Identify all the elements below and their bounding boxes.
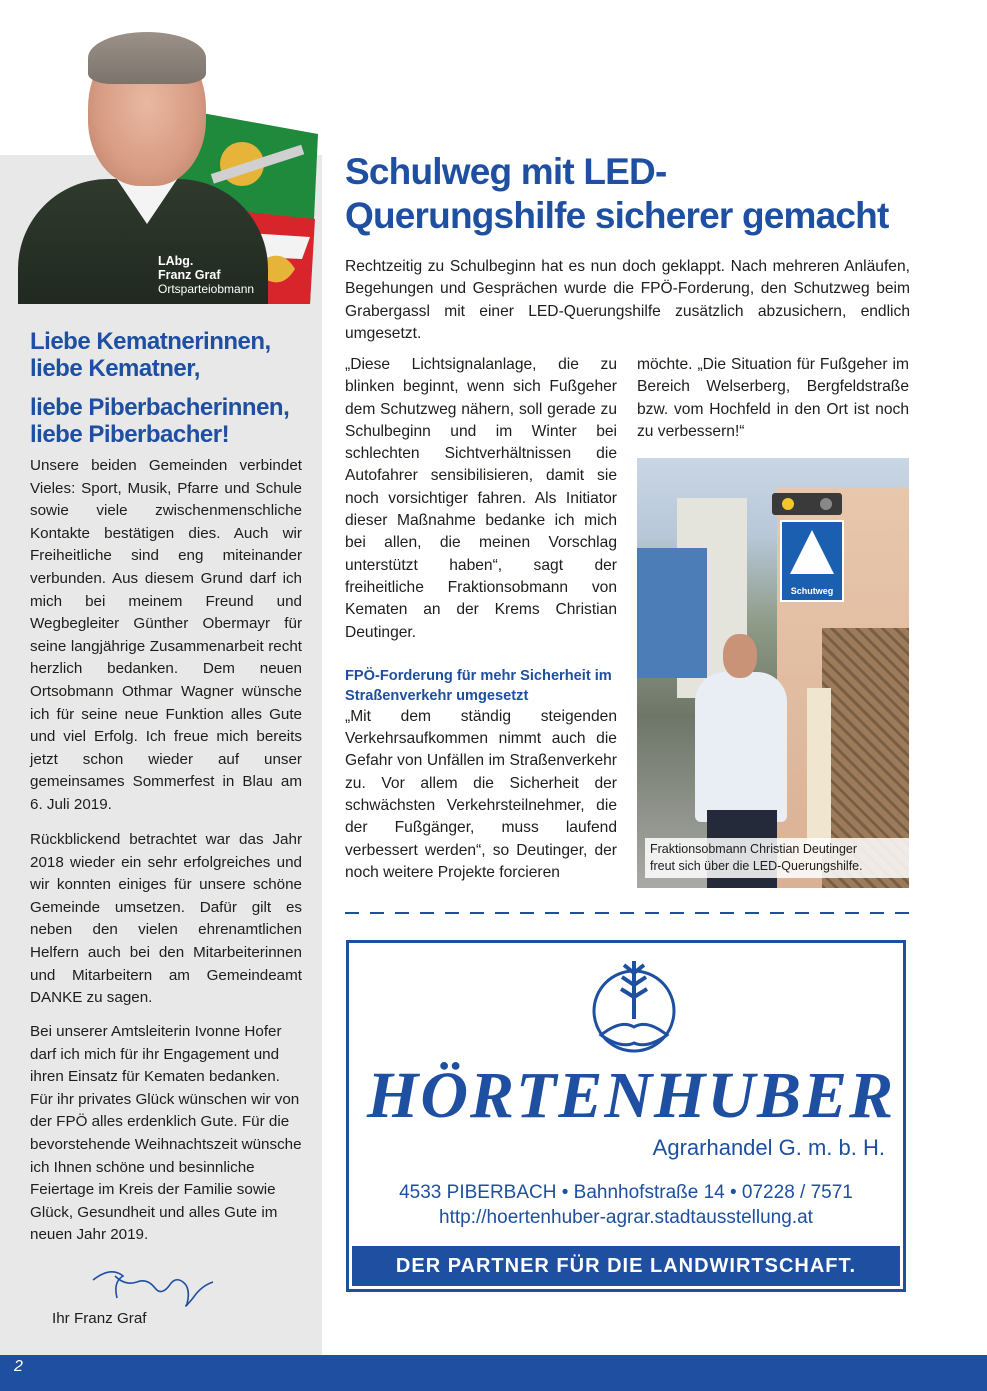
sign-off: Ihr Franz Graf [52,1310,147,1327]
greeting-line-1: Liebe Kematnerinnen, [30,328,271,355]
greeting-line-4: liebe Piberbacher! [30,421,230,448]
photo-caption [645,838,910,878]
sidebar-paragraph-1: Unsere beiden Gemeinden verbindet Vieles: Sport, Musik, Pfarre und Schule sowie viele zwischenmenschliche Kontakte bestätigen dies. Auch wir Freiheitliche sind eng miteinander verbunden. Aus diesem Grund darf ich mich bei meinem Freund und Wegbegleiter Günther Obermayr für seine langjährige Zusammenarbeit recht herzlich bedanken. Dem neuen Ortsobmann Othmar Wagner wünsche ich für seine neue Funktion alles Gute und viel Erfolg. Ich freue mich bereits jetzt schon wieder auf unser gemeinsames Sommerfest in Blau am 6. Juli 2019. [30,457,302,813]
greeting-line-2: liebe Kematner, [30,355,200,382]
advertisement [346,940,906,1292]
sidebar-paragraph-3: Bei unserer Amtsleiterin Ivonne Hofer darf ich mich für ihr Engagement und ihren Einsatz für Kematen bedanken. Für ihr privates Glück wünschen wir von der FPÖ alles erdenklich Gute. Für die bevorstehende Weihnachtszeit wünsche ich Ihnen schöne und besinnliche Feiertage im Kreis der Familie sowie Glück, Gesundheit und alles Gute im neuen Jahr 2019. [30,1023,302,1244]
article-paragraph-2: „Mit dem ständig steigenden Verkehrsaufkommen nimmt auch die Gefahr von Unfällen im Straßenverkehr zu. Vor allem die Sicherheit der schwächsten Verkehrsteilnehmer, die der Fußgänger, muss laufend verbessert werden“, so Deutinger, der noch weitere Projekte forcieren [345,707,617,881]
wheat-handshake-logo-icon [591,953,677,1057]
dashed-divider [345,912,910,914]
greeting-heading-2 [30,394,289,448]
company-subtitle: Agrarhandel G. m. b. H. [652,1135,885,1160]
greeting-line-3: liebe Piberbacherinnen, [30,394,290,421]
footer-bar [0,1355,987,1391]
warning-triangle-icon [790,530,834,574]
company-url: http://hoertenhuber-agrar.stadtausstellung.at [439,1207,813,1228]
greeting-heading-1 [30,328,271,382]
person-role: Ortsparteiobmann [158,282,255,296]
company-name: HÖRTENHUBER [367,1059,896,1132]
article-column-2: möchte. „Die Situation für Fußgeher im Bereich Welserberg, Bergfeldstraße bzw. vom Hochfeld in den Ort ist noch zu verbessern!“ [637,356,909,440]
person-name: Franz Graf [158,268,221,282]
article-paragraph-1: „Diese Lichtsignalanlage, die zu blinken beginnt, wenn sich Fußgeher dem Schutzweg nähern, soll gerade zu Schulbeginn und im Winter bei schlechten Sichtverhältnissen die Autofahrer sensibilisieren, damit sie noch vorsichtiger fahren. Als Initiator dieser Maßnahme bedanke ich mich bei allen, die meinen Vorschlag unterstützt haben“, sagt der freiheitliche Fraktionsobmann von Kematen an der Krems Christian Deutinger. [345,356,617,641]
sandwich-board [807,688,831,848]
article-headline [345,150,945,238]
headline-line-2: Querungshilfe sicherer gemacht [345,195,889,236]
article-photo [637,458,909,888]
photo-caption-line-1: Fraktionsobmann Christian Deutinger [650,842,858,856]
crosswalk-sign [780,520,844,602]
led-signal-light [772,493,842,515]
article-subhead: FPÖ-Forderung für mehr Sicherheit im Straßenverkehr umgesetzt [345,667,612,704]
article-column-1 [345,354,617,884]
portrait-caption [158,254,254,296]
blue-building [637,548,707,678]
photo-caption-line-2: freut sich über die LED-Querungshilfe. [650,859,863,873]
sign-label: Schutweg [790,586,834,596]
company-slogan: DER PARTNER FÜR DIE LANDWIRTSCHAFT. [352,1246,900,1286]
article-lead: Rechtzeitig zu Schulbeginn hat es nun doch geklappt. Nach mehreren Anläufen, Begehungen und Gesprächen wurde die FPÖ-Forderung, den Schutzweg beim Grabergassl mit einer LED-Querungshilfe zusätzlich abzusichern, endlich umgesetzt. [345,258,910,342]
man-face [723,634,757,678]
person-hair [88,32,206,84]
person-title: LAbg. [158,254,194,268]
portrait-photo [0,14,322,304]
sidebar-paragraph-2: Rückblickend betrachtet war das Jahr 2018 wieder ein sehr erfolgreiches und wir konnten einiges für unsere schöne Gemeinde umsetzen. Dafür gilt es neben den vielen ehrenamtlichen Helfern auch bei den Mitarbeiterinnen und Mitarbeitern am Gemeindeamt DANKE zu sagen. [30,831,302,1007]
page-number: 2 [14,1358,23,1375]
company-address: 4533 PIBERBACH • Bahnhofstraße 14 • 07228 / 7571 [399,1182,853,1203]
handwritten-signature [85,1262,225,1308]
man-shirt [695,672,787,822]
headline-line-1: Schulweg mit LED- [345,151,667,192]
